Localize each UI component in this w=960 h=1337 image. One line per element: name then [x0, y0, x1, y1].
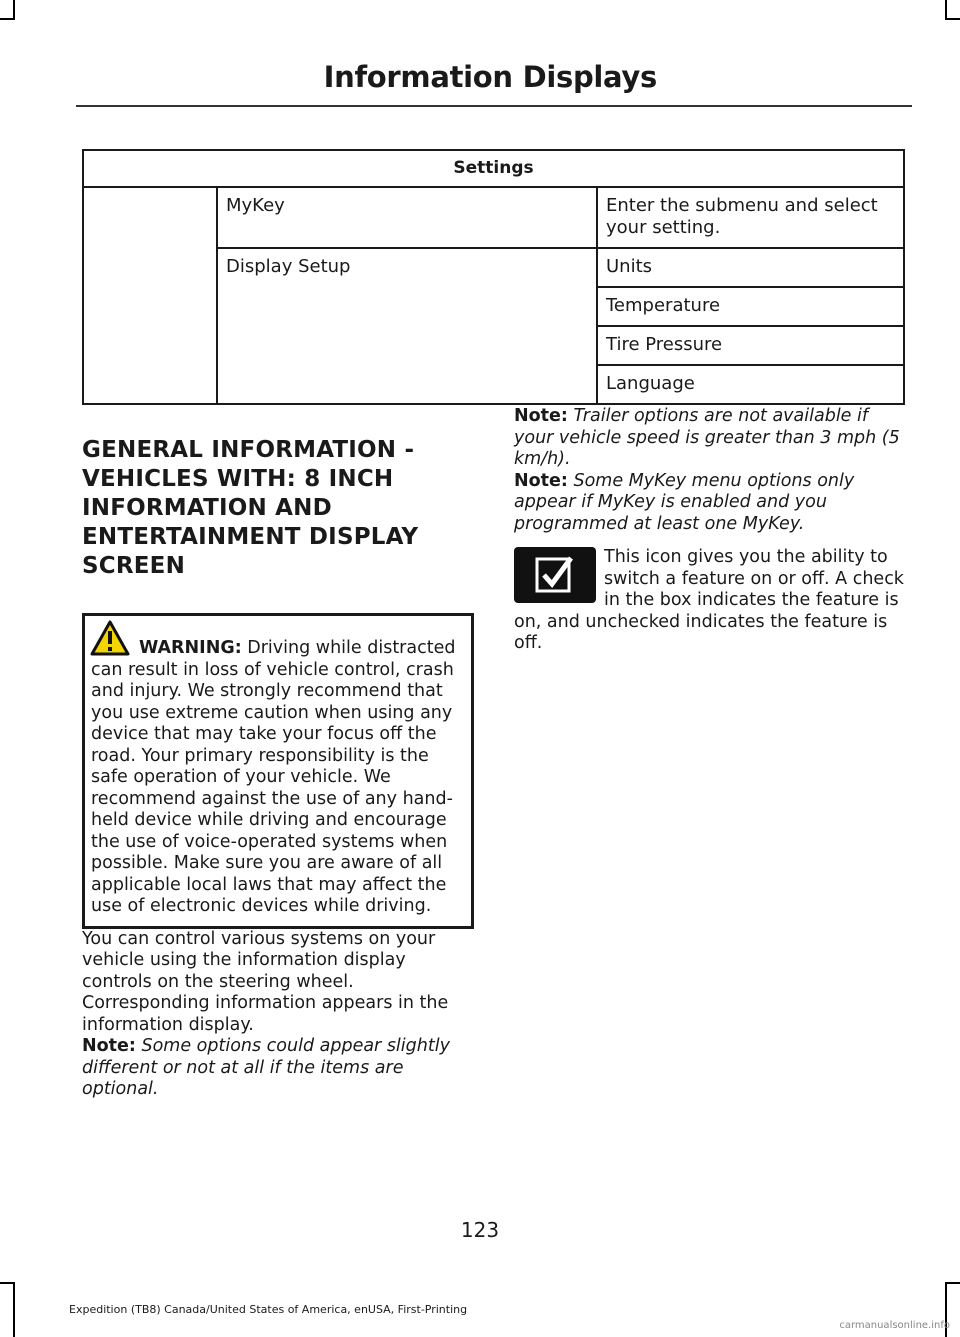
table-option-cell: Enter the submenu and select your setting.: [597, 187, 904, 248]
warning-text: Driving while distracted can result in loss of vehicle control, crash and injury. We strongly recommend that you use extreme caution when using any device that may take your focus off the road. Your primary responsibility is the safe operation of your vehicle. We recommend against the use of any hand-held device while driving and encourage the use of voice-operated systems when possible. Make sure you are aware of all applicable local laws that may affect the use of electronic devices while driving.: [91, 638, 456, 916]
crop-mark: [0, 1282, 15, 1284]
note-label: Note:: [82, 1036, 136, 1056]
watermark: carmanualsonline.info: [839, 1320, 950, 1331]
section-heading: [82, 436, 474, 581]
table-row: [83, 187, 904, 248]
page-title: Information Displays: [323, 60, 657, 94]
left-column: [82, 436, 474, 1101]
page-number: 123: [460, 1218, 500, 1242]
icon-description-text: This icon gives you the ability to switch a feature on or off. A check in the box indicates the feature is on, and unchecked indicates the feature is off.: [514, 547, 904, 653]
icon-description: [514, 547, 908, 655]
crop-mark: [13, 1282, 15, 1337]
table-item-cell: Display Setup: [217, 248, 597, 404]
heading-line: SCREEN: [82, 553, 186, 579]
table-option-cell: Language: [597, 365, 904, 404]
checkbox-checked-icon: [514, 547, 596, 603]
settings-table: [82, 149, 905, 405]
table-header-row: [83, 150, 904, 187]
heading-line: GENERAL INFORMATION -: [82, 437, 415, 463]
note-paragraph: [514, 406, 908, 471]
warning-label: WARNING:: [139, 638, 242, 658]
footer-text: Expedition (TB8) Canada/United States of America, enUSA, First-Printing: [69, 1303, 468, 1316]
right-column: [514, 406, 908, 655]
intro-paragraph: You can control various systems on your vehicle using the information display controls on the steering wheel. Corresponding information appears in the information display.: [82, 928, 449, 1035]
note-paragraph: [82, 1036, 474, 1101]
crop-mark: [0, 18, 15, 20]
crop-mark: [945, 18, 960, 20]
table-option-cell: Tire Pressure: [597, 326, 904, 365]
note-text: Trailer options are not available if your vehicle speed is greater than 3 mph (5 km/h).: [514, 406, 900, 469]
note-label: Note:: [514, 470, 568, 491]
crop-mark: [13, 0, 15, 20]
crop-mark: [945, 0, 947, 20]
heading-line: ENTERTAINMENT DISPLAY: [82, 524, 419, 550]
warning-triangle-icon: [90, 620, 130, 656]
header-divider: [76, 105, 912, 107]
table-heading: Settings: [83, 150, 904, 187]
table-empty-cell: [83, 187, 217, 404]
heading-line: VEHICLES WITH: 8 INCH: [82, 466, 394, 492]
warning-box: [82, 613, 474, 929]
heading-line: INFORMATION AND: [82, 495, 332, 521]
table-item-cell: MyKey: [217, 187, 597, 248]
note-text: Some options could appear slightly different or not at all if the items are optional.: [82, 1036, 450, 1099]
note-paragraph: [514, 471, 908, 536]
table-option-cell: Temperature: [597, 287, 904, 326]
note-text: Some MyKey menu options only appear if MyKey is enabled and you programmed at least one MyKey.: [514, 470, 855, 534]
table-option-cell: Units: [597, 248, 904, 287]
crop-mark: [945, 1282, 960, 1284]
note-label: Note:: [514, 406, 568, 426]
